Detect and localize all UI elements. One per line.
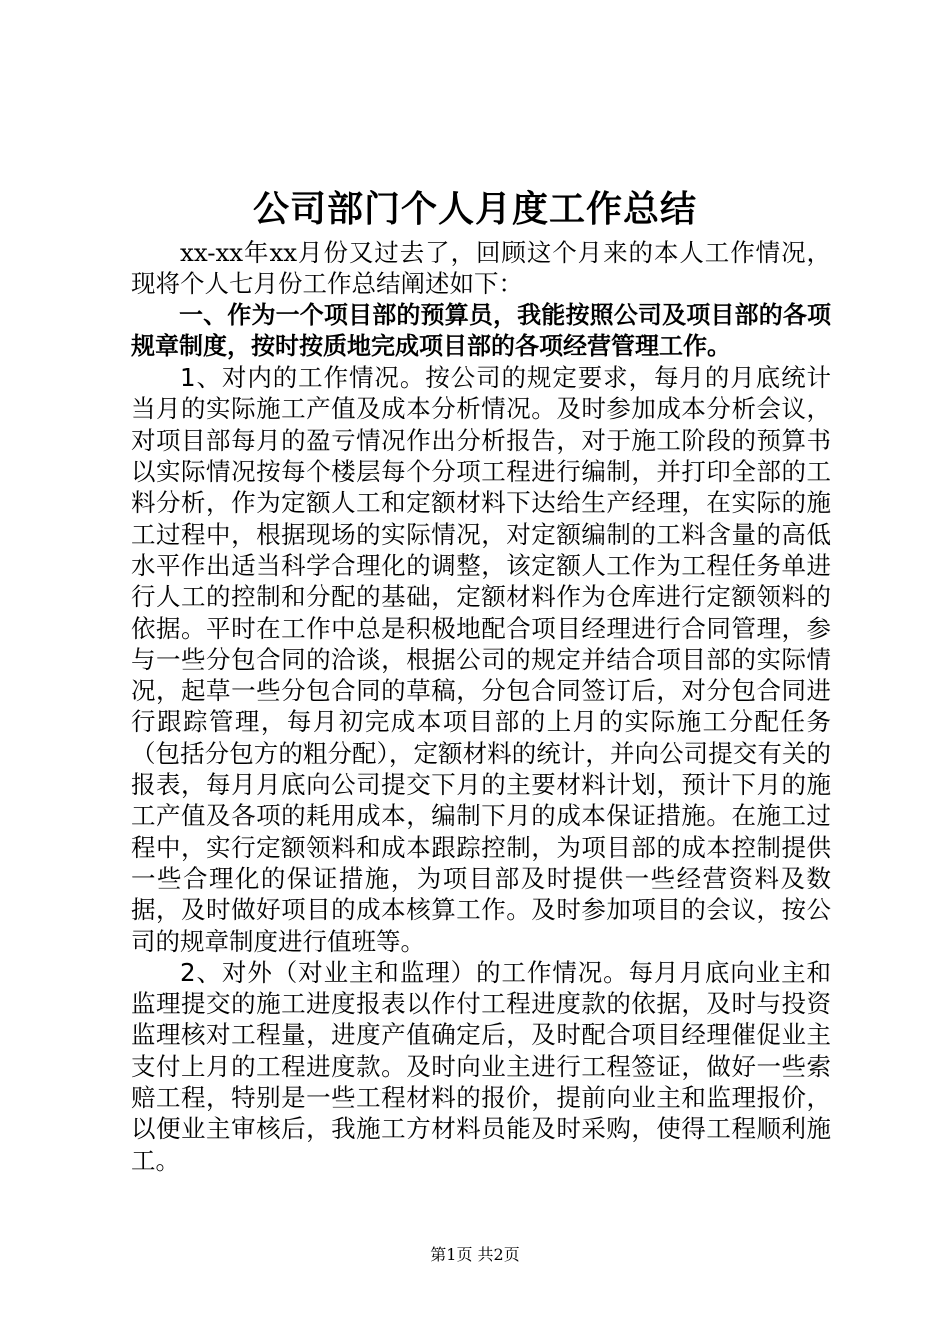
document-body: [131, 237, 831, 1176]
item-2-body: 每月月底向业主和监理提交的施工进度报表以作付工程进度款的依据，及时与投资监理核对工程量，进度产值确定后，及时配合项目经理催促业主支付上月的工程进度款。及时向业主进行工程签证，做好一些索赔工程，特别是一些工程材料的报价，提前向业主和监理报价，以便业主审核后，我施工方材料员能及时采购，使得工程顺利施工。: [131, 957, 832, 1175]
item-1-lead: 1、对内的工作情况。: [180, 363, 426, 393]
page-footer: 第1页 共2页: [430, 1245, 520, 1264]
item-2-lead: 2、对外（对业主和监理）的工作情况。: [180, 957, 629, 987]
section-1-heading: 一、作为一个项目部的预算员，我能按照公司及项目部的各项规章制度，按时按质地完成项目部的各项经营管理工作。: [131, 300, 831, 360]
item-1-paragraph: [131, 362, 831, 957]
document-title: 公司部门个人月度工作总结: [252, 189, 697, 230]
intro-paragraph: xx-xx年xx月份又过去了，回顾这个月来的本人工作情况，现将个人七月份工作总结阐述如下：: [131, 238, 831, 299]
item-2-paragraph: [131, 957, 831, 1176]
item-1-body: 按公司的规定要求，每月的月底统计当月的实际施工产值及成本分析情况。及时参加成本分析会议，对项目部每月的盈亏情况作出分析报告，对于施工阶段的预算书以实际情况按每个楼层每个分项工程进行编制，并打印全部的工料分析，作为定额人工和定额材料下达给生产经理，在实际的施工过程中，根据现场的实际情况，对定额编制的工料含量的高低水平作出适当科学合理化的调整，该定额人工作为工程任务单进行人工的控制和分配的基础，定额材料作为仓库进行定额领料的依据。平时在工作中总是积极地配合项目经理进行合同管理，参与一些分包合同的洽谈，根据公司的规定并结合项目部的实际情况，起草一些分包合同的草稿，分包合同签订后，对分包合同进行跟踪管理，每月初完成本项目部的上月的实际施工分配任务（包括分包方的粗分配），定额材料的统计，并向公司提交有关的报表，每月月底向公司提交下月的主要材料计划，预计下月的施工产值及各项的耗用成本，编制下月的成本保证措施。在施工过程中，实行定额领料和成本跟踪控制，为项目部的成本控制提供一些合理化的保证措施，为项目部及时提供一些经营资料及数据，及时做好项目的成本核算工作。及时参加项目的会议，按公司的规章制度进行值班等。: [131, 363, 831, 956]
